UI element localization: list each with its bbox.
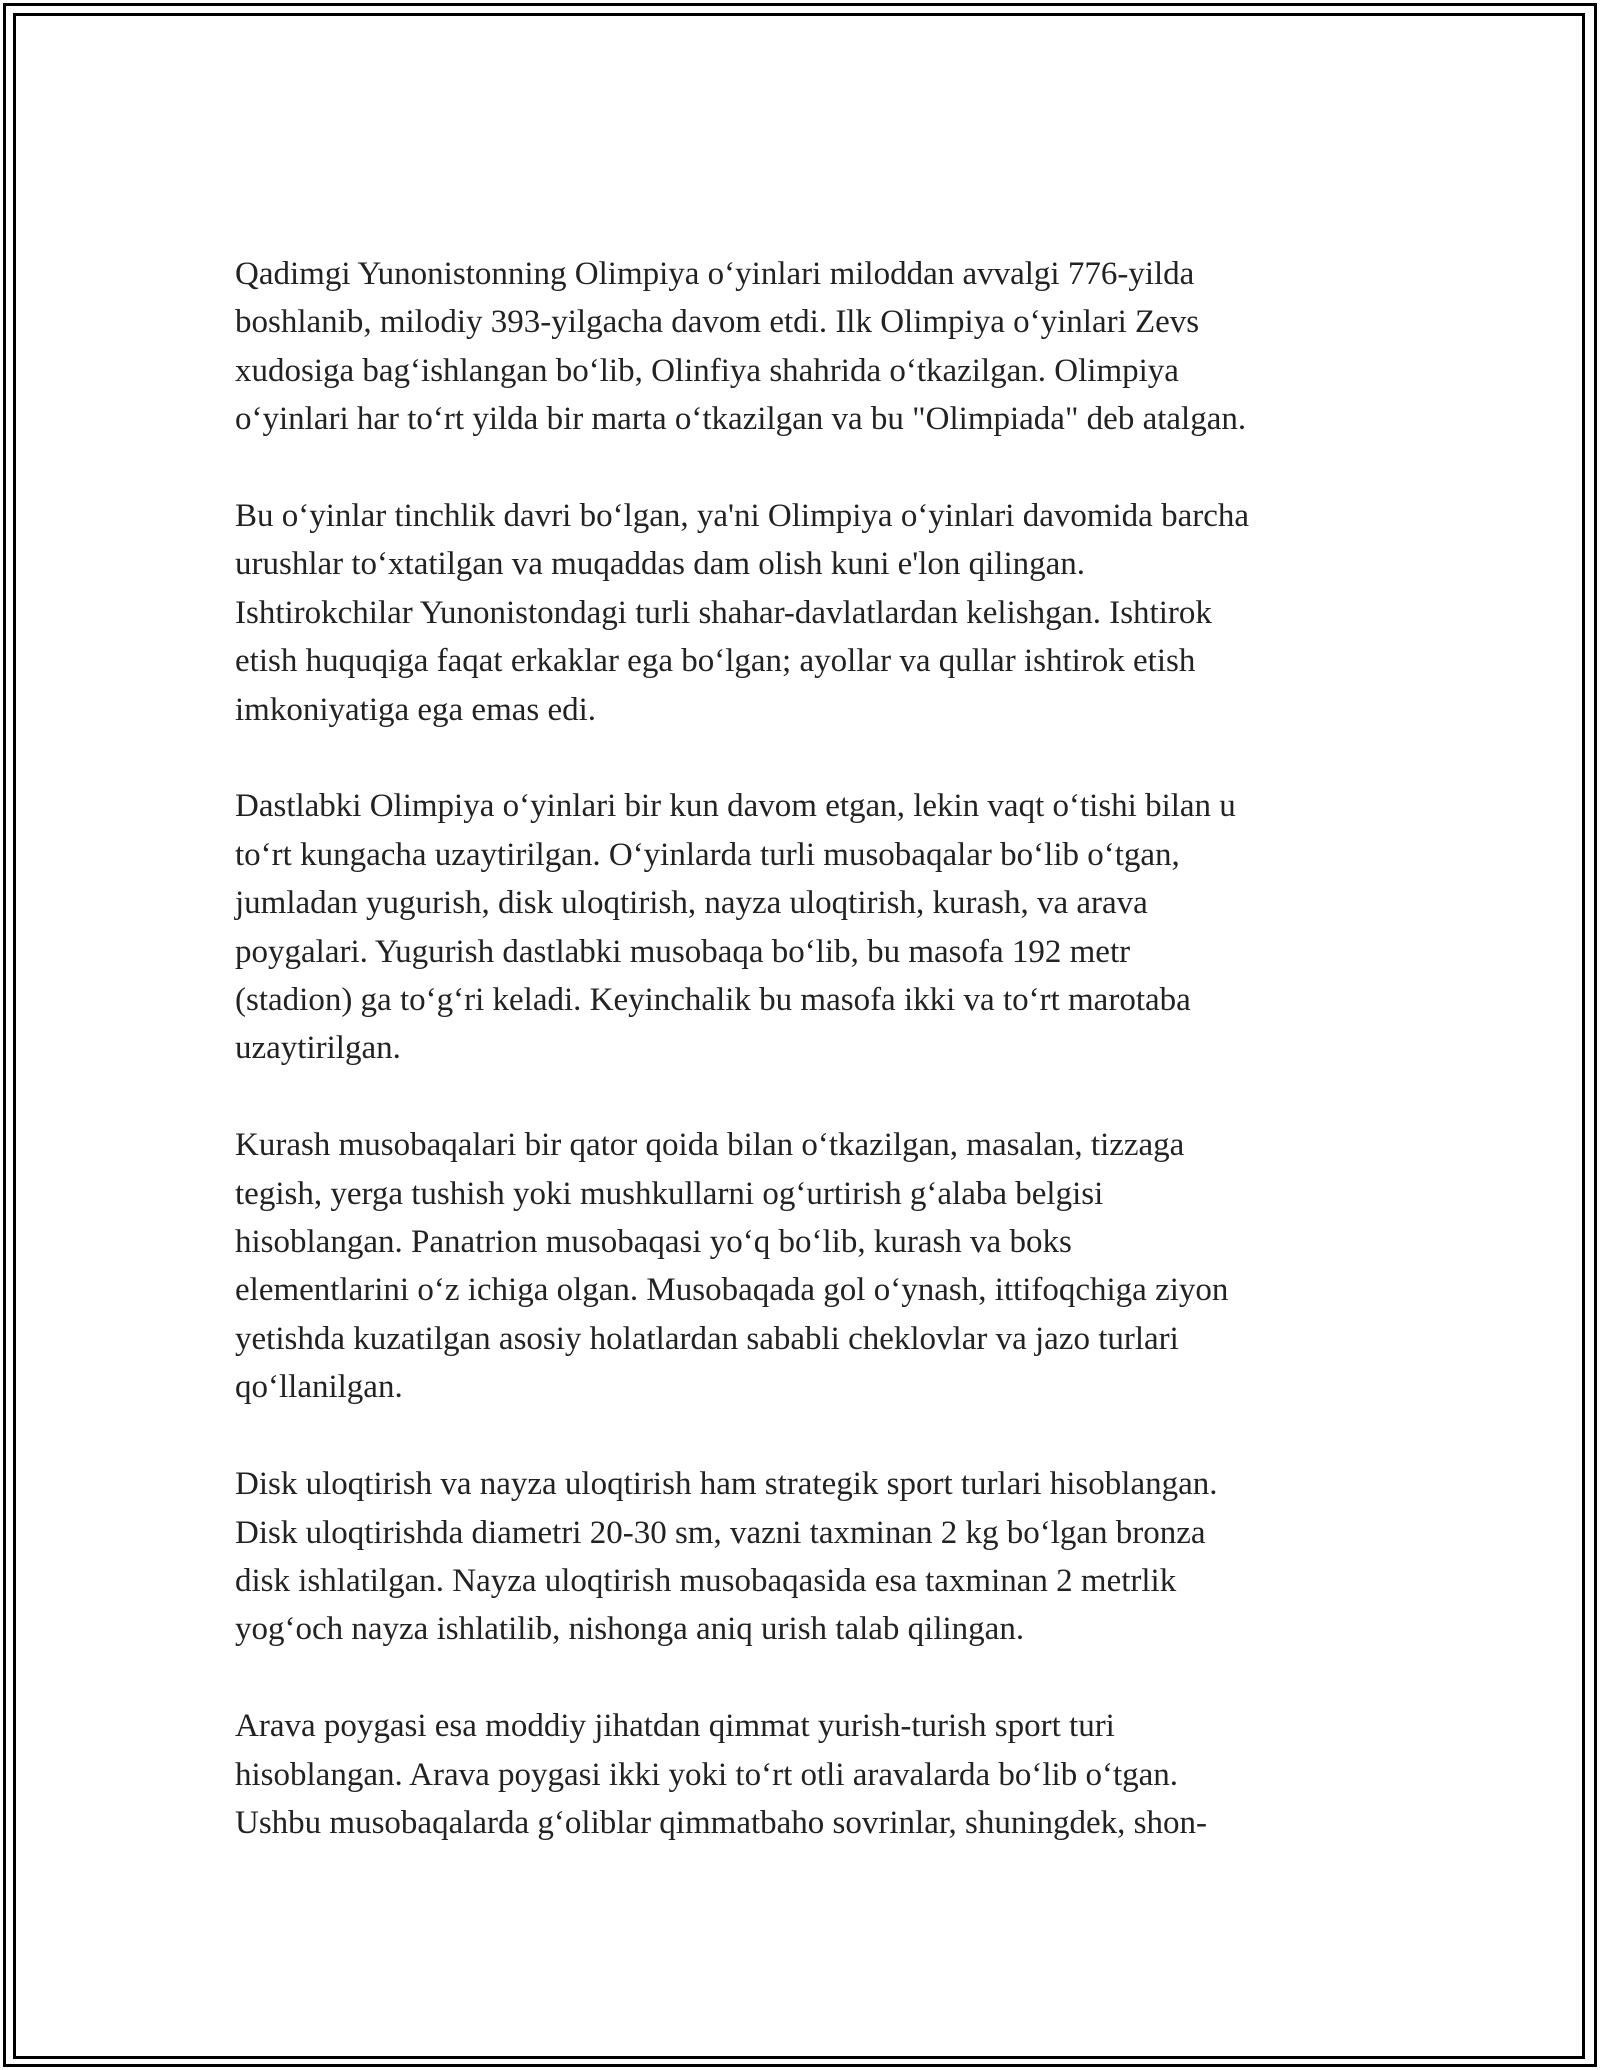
text-line: qo‘llanilgan. (235, 1369, 403, 1406)
text-line: imkoniyatiga ega emas edi. (235, 691, 597, 728)
text-line: Ushbu musobaqalarda g‘oliblar qimmatbaho sovrinlar, shuningdek, shon- (235, 1804, 1208, 1841)
text-line: Dastlabki Olimpiya o‘yinlari bir kun davom etgan, lekin vaqt o‘tishi bilan u (235, 788, 1236, 825)
text-line: yetishda kuzatilgan asosiy holatlardan sababli cheklovlar va jazo turlari (235, 1320, 1179, 1357)
text-line: yog‘och nayza ishlatilib, nishonga aniq urish talab qilingan. (235, 1611, 1025, 1648)
text-line: xudosiga bag‘ishlangan bo‘lib, Olinfiya shahrida o‘tkazilgan. Olimpiya (235, 352, 1179, 389)
text-line: Arava poygasi esa moddiy jihatdan qimmat yurish-turish sport turi (235, 1708, 1115, 1745)
text-line: urushlar to‘xtatilgan va muqaddas dam olish kuni e'lon qilingan. (235, 546, 1086, 583)
text-line: poygalari. Yugurish dastlabki musobaqa bo‘lib, bu masofa 192 metr (235, 933, 1131, 970)
paragraph-6 (235, 1702, 1370, 1847)
text-line: etish huquqiga faqat erkaklar ega bo‘lgan; ayollar va qullar ishtirok etish (235, 643, 1196, 680)
text-line: Ishtirokchilar Yunonistondagi turli shahar-davlatlardan kelishgan. Ishtirok (235, 594, 1212, 631)
text-line: boshlanib, milodiy 393-yilgacha davom etdi. Ilk Olimpiya o‘yinlari Zevs (235, 304, 1200, 341)
text-line: hisoblangan. Panatrion musobaqasi yo‘q bo‘lib, kurash va boks (235, 1224, 1072, 1261)
document-body (235, 250, 1370, 1847)
text-line: jumladan yugurish, disk uloqtirish, nayza uloqtirish, kurash, va arava (235, 885, 1148, 922)
text-line: Bu o‘yinlar tinchlik davri bo‘lgan, ya'ni Olimpiya o‘yinlari davomida barcha (235, 498, 1250, 535)
text-line: Kurash musobaqalari bir qator qoida bilan o‘tkazilgan, masalan, tizzaga (235, 1127, 1185, 1164)
paragraph-4 (235, 1121, 1370, 1411)
paragraph-1 (235, 250, 1370, 444)
paragraph-3 (235, 782, 1370, 1072)
text-line: o‘yinlari har to‘rt yilda bir marta o‘tkazilgan va bu "Olimpiada" deb atalgan. (235, 401, 1247, 438)
text-line: Disk uloqtirish va nayza uloqtirish ham strategik sport turlari hisoblangan. (235, 1466, 1218, 1503)
text-line: Qadimgi Yunonistonning Olimpiya o‘yinlari miloddan avvalgi 776-yilda (235, 256, 1195, 292)
text-line: Disk uloqtirishda diametri 20-30 sm, vazni taxminan 2 kg bo‘lgan bronza (235, 1514, 1206, 1551)
text-line: to‘rt kungacha uzaytirilgan. O‘yinlarda turli musobaqalar bo‘lib o‘tgan, (235, 836, 1180, 873)
text-line: elementlarini o‘z ichiga olgan. Musobaqada gol o‘ynash, ittifoqchiga ziyon (235, 1272, 1229, 1309)
text-line: hisoblangan. Arava poygasi ikki yoki to‘rt otli aravalarda bo‘lib o‘tgan. (235, 1756, 1179, 1793)
paragraph-2 (235, 492, 1370, 734)
text-line: tegish, yerga tushish yoki mushkullarni og‘urtirish g‘alaba belgisi (235, 1175, 1104, 1212)
text-line: (stadion) ga to‘g‘ri keladi. Keyinchalik bu masofa ikki va to‘rt marotaba (235, 982, 1191, 1019)
text-line: uzaytirilgan. (235, 1030, 401, 1067)
text-line: disk ishlatilgan. Nayza uloqtirish musobaqasida esa taxminan 2 metrlik (235, 1562, 1177, 1599)
paragraph-5 (235, 1460, 1370, 1654)
